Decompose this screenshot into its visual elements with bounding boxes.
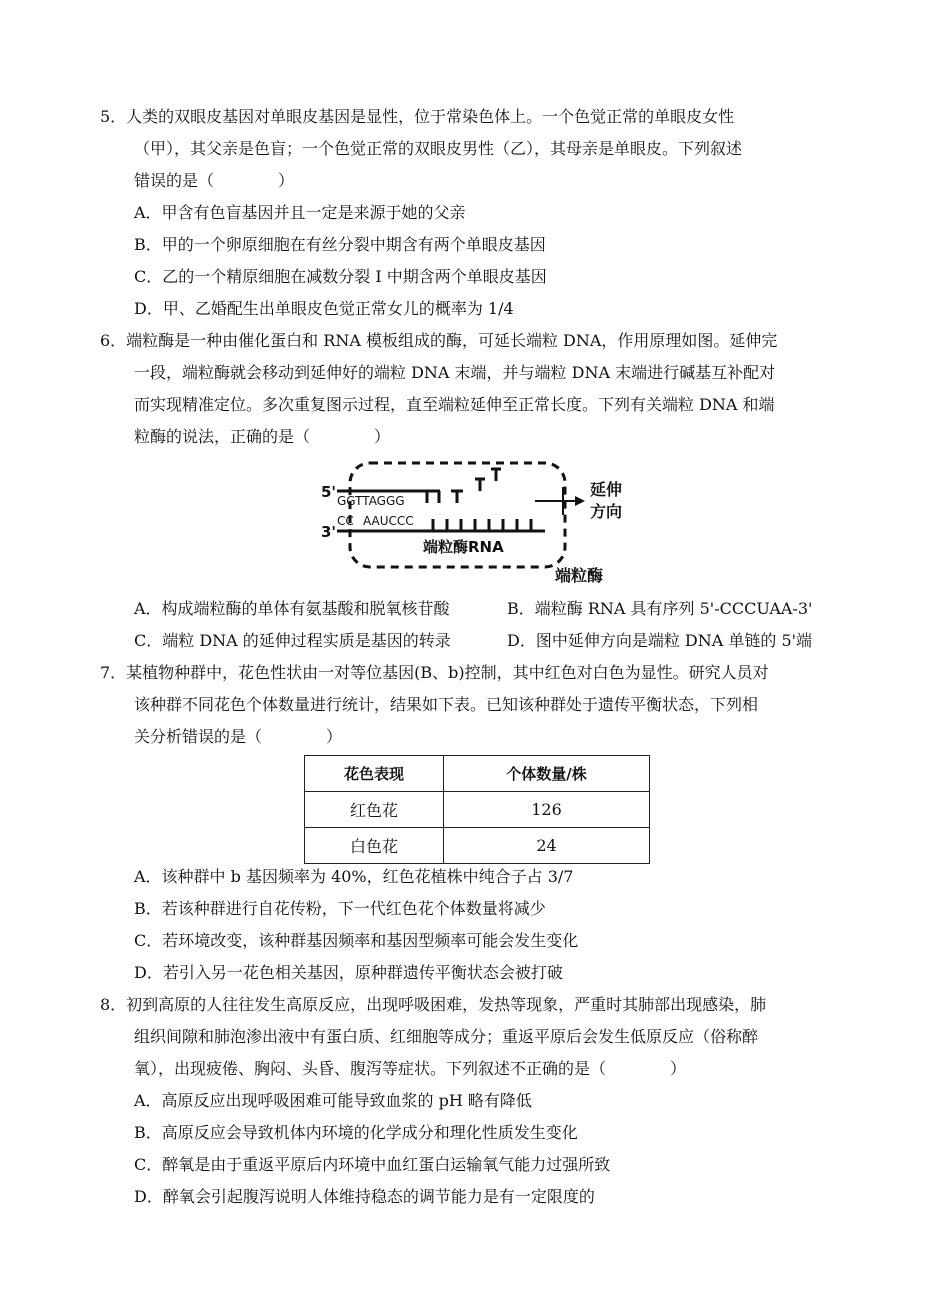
q8-stem-line-3: 氧），出现疲倦、胸闷、头昏、腹泻等症状。下列叙述不正确的是（ ）	[134, 1059, 687, 1078]
rna-label: 端粒酶RNA	[423, 538, 504, 556]
q6-option-d: D．图中延伸方向是端粒 DNA 单链的 5'端	[507, 631, 813, 650]
q8-option-d: D．醉氧会引起腹泻说明人体维持稳态的调节能力是有一定限度的	[134, 1187, 595, 1206]
q8-stem-line-1: 8．初到高原的人往往发生高原反应，出现呼吸困难，发热等现象，严重时其肺部出现感染，肺	[100, 995, 767, 1014]
enzyme-label: 端粒酶	[555, 566, 604, 585]
table-row	[305, 792, 650, 828]
q6-stem-line-2: 一段，端粒酶就会移动到延伸好的端粒 DNA 末端，并与端粒 DNA 末端进行碱基互补配对	[134, 363, 776, 382]
table-cell-count: 24	[444, 828, 650, 864]
q7-option-d: D．若引入另一花色相关基因，原种群遗传平衡状态会被打破	[134, 963, 563, 982]
q6-option-a: A．构成端粒酶的单体有氨基酸和脱氧核苷酸	[134, 599, 450, 618]
q7-stem-line-1: 7．某植物种群中，花色性状由一对等位基因(B、b)控制，其中红色对白色为显性。研究人员对	[100, 663, 769, 682]
q8-stem-line-2: 组织间隙和肺泡渗出液中有蛋白质、红细胞等成分；重返平原后会发生低原反应（俗称醉	[134, 1027, 759, 1046]
new-nucleotides	[417, 469, 501, 503]
q7-option-a: A．该种群中 b 基因频率为 40%，红色花植株中纯合子占 3/7	[134, 867, 574, 886]
table-cell-phenotype: 红色花	[305, 792, 444, 828]
q7-stem-line-3: 关分析错误的是（ ）	[134, 727, 343, 746]
table-cell-count: 126	[444, 792, 650, 828]
q5-option-b: B．甲的一个卵原细胞在有丝分裂中期含有两个单眼皮基因	[134, 235, 546, 254]
label-3prime: 3'	[321, 523, 337, 541]
q5-stem-line-3: 错误的是（ ）	[134, 171, 295, 190]
q5-stem-line-1: 5．人类的双眼皮基因对单眼皮基因是显性，位于常染色体上。一个色觉正常的单眼皮女性	[100, 107, 735, 126]
q6-stem-line-1: 6．端粒酶是一种由催化蛋白和 RNA 模板组成的酶，可延长端粒 DNA，作用原理如图。延伸完	[100, 331, 778, 350]
rna-seq-right: AAUCCC	[363, 514, 414, 528]
q7-option-b: B．若该种群进行自花传粉，下一代红色花个体数量将减少	[134, 899, 546, 918]
q6-option-c: C．端粒 DNA 的延伸过程实质是基因的转录	[134, 631, 451, 650]
q8-option-a: A．高原反应出现呼吸困难可能导致血浆的 pH 略有降低	[134, 1091, 532, 1110]
q6-stem-line-3: 而实现精准定位。多次重复图示过程，直至端粒延伸至正常长度。下列有关端粒 DNA 和端	[134, 395, 775, 414]
q5-option-d: D．甲、乙婚配生出单眼皮色觉正常女儿的概率为 1/4	[134, 299, 514, 318]
direction-label-2: 方向	[590, 502, 623, 521]
table-cell-phenotype: 白色花	[305, 828, 444, 864]
table-header-count: 个体数量/株	[444, 756, 650, 792]
direction-label-1: 延伸	[590, 480, 623, 499]
table-header-row	[305, 756, 650, 792]
q8-option-b: B．高原反应会导致机体内环境的化学成分和理化性质发生变化	[134, 1123, 578, 1142]
rna-seq-left: CC	[337, 514, 354, 528]
telomerase-diagram	[315, 455, 645, 590]
q5-option-c: C．乙的一个精原细胞在减数分裂 I 中期含两个单眼皮基因	[134, 267, 547, 286]
flower-count-table	[304, 755, 650, 864]
rna-ticks	[433, 519, 531, 531]
q6-option-b: B．端粒酶 RNA 具有序列 5'-CCCUAA-3'	[507, 599, 813, 618]
q7-stem-line-2: 该种群不同花色个体数量进行统计，结果如下表。已知该种群处于遗传平衡状态，下列相	[134, 695, 759, 714]
label-5prime: 5'	[321, 483, 337, 501]
table-row	[305, 828, 650, 864]
q5-stem-line-2: （甲），其父亲是色盲；一个色觉正常的双眼皮男性（乙），其母亲是单眼皮。下列叙述	[134, 139, 743, 158]
table-header-phenotype: 花色表现	[305, 756, 444, 792]
q6-stem-line-4: 粒酶的说法，正确的是（ ）	[134, 427, 391, 446]
q5-option-a: A．甲含有色盲基因并且一定是来源于她的父亲	[134, 203, 466, 222]
q7-option-c: C．若环境改变，该种群基因频率和基因型频率可能会发生变化	[134, 931, 579, 950]
direction-arrow-head	[575, 496, 585, 506]
dna-sequence: GGTTAGGG	[337, 494, 405, 508]
q8-option-c: C．醉氧是由于重返平原后内环境中血红蛋白运输氧气能力过强所致	[134, 1155, 611, 1174]
